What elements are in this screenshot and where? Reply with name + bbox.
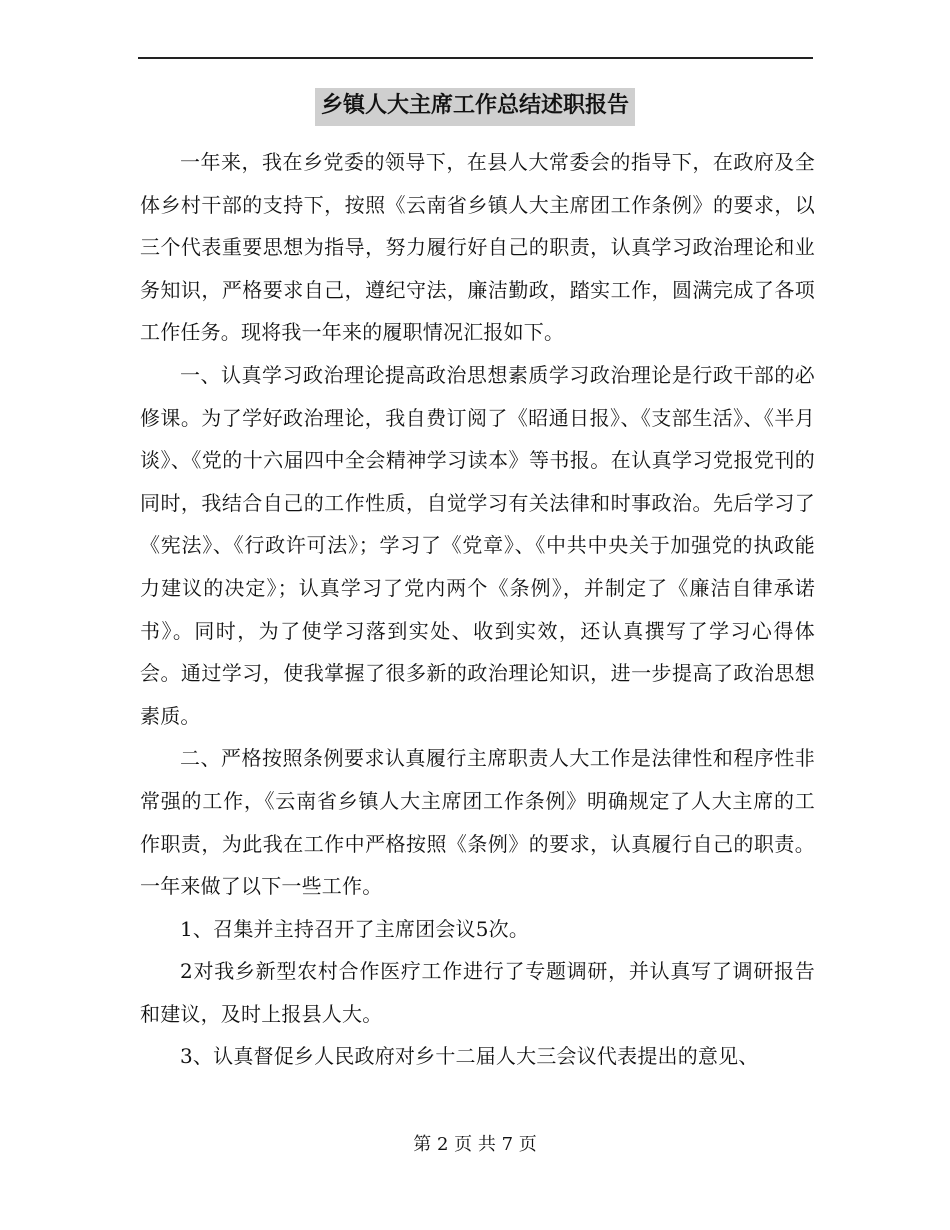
header-rule	[138, 57, 813, 59]
paragraph-item-3: 3、认真督促乡人民政府对乡十二届人大三会议代表提出的意见、	[180, 1044, 759, 1069]
page-footer: 第 2 页 共 7 页	[413, 1134, 537, 1155]
document-title: 乡镇人大主席工作总结述职报告	[315, 88, 635, 126]
paragraph-item-2: 2对我乡新型农村合作医疗工作进行了专题调研，并认真写了调研报告和建议，及时上报县人大。	[140, 959, 815, 1026]
title-container	[0, 88, 950, 126]
paragraph-section-2: 二、严格按照条例要求认真履行主席职责人大工作是法律性和程序性非常强的工作，《云南省乡镇人大主席团工作条例》明确规定了人大主席的工作职责，为此我在工作中严格按照《条例》的要求，认真履行自己的职责。一年来做了以下一些工作。	[140, 746, 815, 899]
paragraph-section-1: 一、认真学习政治理论提高政治思想素质学习政治理论是行政干部的必修课。为了学好政治理论，我自费订阅了《昭通日报》、《支部生活》、《半月谈》、《党的十六届四中全会精神学习读本》等书报。在认真学习党报党刊的同时，我结合自己的工作性质，自觉学习有关法律和时事政治。先后学习了《宪法》、《行政许可法》；学习了《党章》、《中共中央关于加强党的执政能力建议的决定》；认真学习了党内两个《条例》，并制定了《廉洁自律承诺书》。同时，为了使学习落到实处、收到实效，还认真撰写了学习心得体会。通过学习，使我掌握了很多新的政治理论知识，进一步提高了政治思想素质。	[140, 362, 815, 728]
document-body	[140, 141, 815, 1078]
paragraph-item-1: 1、召集并主持召开了主席团会议5次。	[180, 916, 530, 941]
paragraph-intro: 一年来，我在乡党委的领导下，在县人大常委会的指导下，在政府及全体乡村干部的支持下，按照《云南省乡镇人大主席团工作条例》的要求，以三个代表重要思想为指导，努力履行好自己的职责，认真学习政治理论和业务知识，严格要求自己，遵纪守法，廉洁勤政，踏实工作，圆满完成了各项工作任务。现将我一年来的履职情况汇报如下。	[140, 150, 815, 345]
